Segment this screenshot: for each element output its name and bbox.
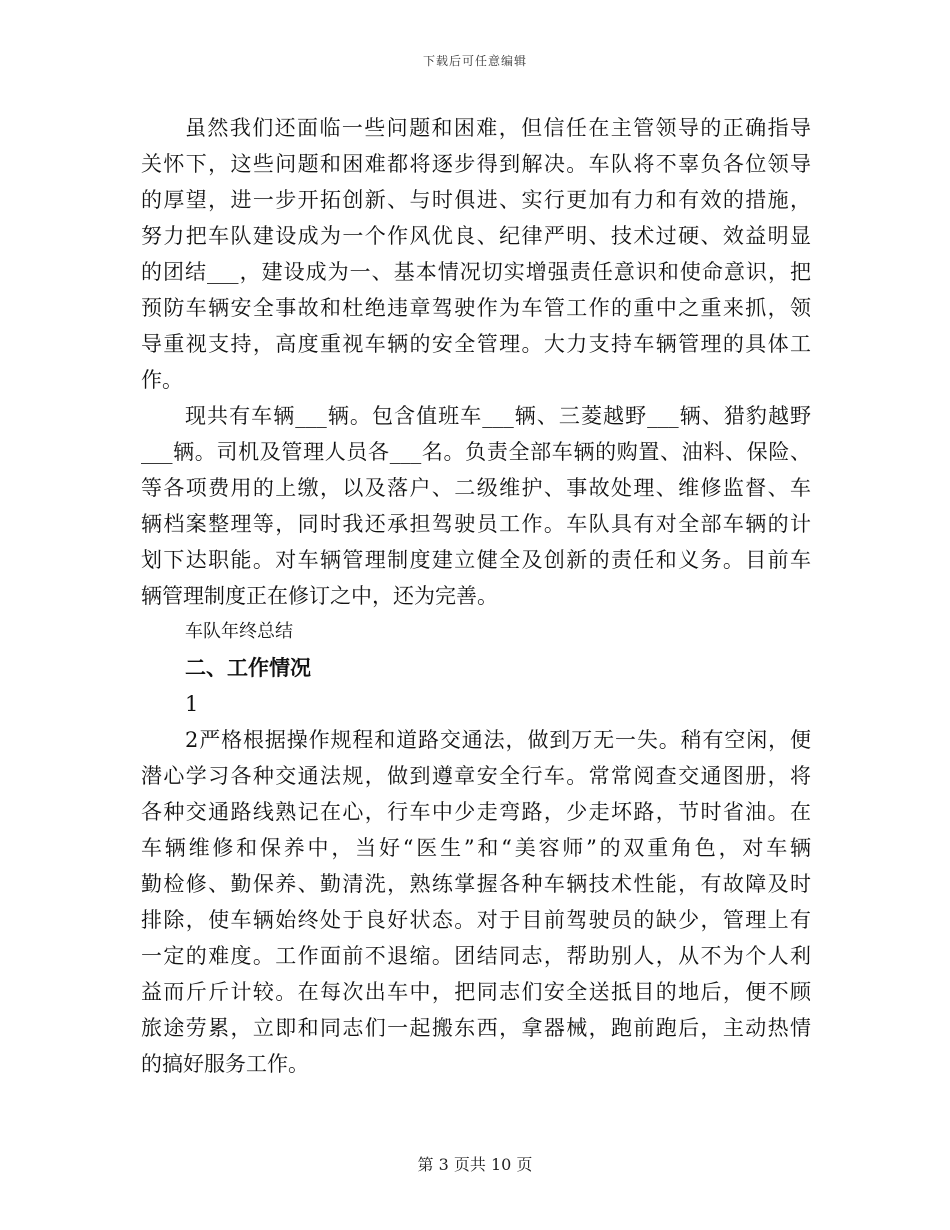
paragraph-line: 的团结___，建设成为一、基本情况切实增强责任意识和使命意识，把: [141, 260, 811, 284]
paragraph-line: ___辆。司机及管理人员各___名。负责全部车辆的购置、油料、保险、: [141, 440, 811, 464]
paragraph-work-details: [141, 722, 811, 1082]
paragraph-line: 2严格根据操作规程和道路交通法，做到万无一失。稍有空闲，便: [185, 728, 811, 752]
paragraph-line: 等各项费用的上缴，以及落户、二级维护、事故处理、维修监督、车: [141, 476, 811, 500]
paragraph-line: 益而斤斤计较。在每次出车中，把同志们安全送抵目的地后，便不顾: [141, 980, 811, 1004]
paragraph-line: 排除，使车辆始终处于良好状态。对于目前驾驶员的缺少，管理上有: [141, 908, 811, 932]
paragraph-line: 辆档案整理等，同时我还承担驾驶员工作。车队具有对全部车辆的计: [141, 512, 811, 536]
paragraph-line: 努力把车队建设成为一个作风优良、纪律严明、技术过硬、效益明显: [141, 224, 811, 248]
paragraph-line: 辆管理制度正在修订之中，还为完善。: [141, 584, 498, 608]
document-subtitle: 车队年终总结: [185, 621, 293, 642]
paragraph-line: 各种交通路线熟记在心，行车中少走弯路，少走坏路，节时省油。在: [141, 800, 811, 824]
item-number: 1: [185, 692, 199, 716]
paragraph-line: 一定的难度。工作面前不退缩。团结同志，帮助别人，从不为个人利: [141, 944, 811, 968]
paragraph-line: 勤检修、勤保养、勤清洗，熟练掌握各种车辆技术性能，有故障及时: [141, 872, 811, 896]
paragraph-line: 潜心学习各种交通法规，做到遵章安全行车。常常阅查交通图册，将: [141, 764, 811, 788]
paragraph-vehicle-overview: [141, 398, 811, 614]
paragraph-line: 关怀下，这些问题和困难都将逐步得到解决。车队将不辜负各位领导: [141, 152, 811, 176]
paragraph-line: 现共有车辆___辆。包含值班车___辆、三菱越野___辆、猎豹越野: [185, 404, 811, 428]
paragraph-line: 的厚望，进一步开拓创新、与时俱进、实行更加有力和有效的措施，: [141, 188, 811, 212]
paragraph-line: 虽然我们还面临一些问题和困难，但信任在主管领导的正确指导: [185, 116, 811, 140]
paragraph-line: 的搞好服务工作。: [141, 1052, 309, 1076]
paragraph-line: 预防车辆安全事故和杜绝违章驾驶作为车管工作的重中之重来抓，领: [141, 296, 811, 320]
page-header: 下载后可任意编辑: [422, 54, 527, 68]
paragraph-line: 作。: [141, 368, 183, 392]
section-heading: 二、工作情况: [185, 656, 311, 680]
paragraph-line: 车辆维修和保养中，当好“医生”和“美容师”的双重角色，对车辆: [141, 836, 811, 860]
paragraph-line: 划下达职能。对车辆管理制度建立健全及创新的责任和义务。目前车: [141, 548, 811, 572]
page-footer: 第 3 页共 10 页: [417, 1155, 533, 1174]
paragraph-line: 旅途劳累，立即和同志们一起搬东西，拿器械，跑前跑后，主动热情: [141, 1016, 811, 1040]
document-body: [141, 110, 811, 1082]
paragraph-line: 导重视支持，高度重视车辆的安全管理。大力支持车辆管理的具体工: [141, 332, 811, 356]
paragraph-closing-remarks: [141, 110, 811, 398]
